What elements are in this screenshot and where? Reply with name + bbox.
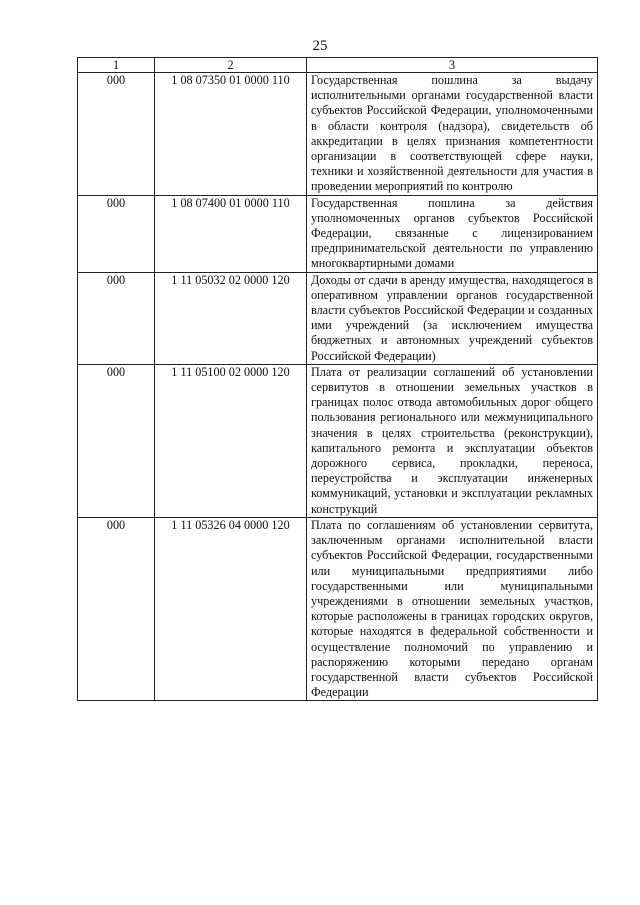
- revenue-codes-table: [77, 57, 598, 701]
- table-row: [78, 195, 598, 272]
- description-cell: Государственная пошлина за выдачу исполнительными органами государственной власти субъектов Российской Федерации, уполномоченными в области контроля (надзора), свидетельств об аккредитации в целях признания компетентности организации в соответствующей сфере науки, техники и хозяйственной деятельности для участия в проведении мероприятий по контролю: [307, 73, 598, 196]
- table-row: [78, 364, 598, 517]
- page-number: 25: [312, 38, 328, 54]
- admin-code-cell: 000: [78, 517, 155, 700]
- kbk-code-cell: 1 08 07400 01 0000 110: [155, 195, 307, 272]
- column-header-2: 2: [155, 58, 307, 73]
- table-body: [78, 73, 598, 701]
- kbk-code-cell: 1 11 05100 02 0000 120: [155, 364, 307, 517]
- table-row: [78, 517, 598, 700]
- header-row: [78, 58, 598, 73]
- kbk-code-cell: 1 08 07350 01 0000 110: [155, 73, 307, 196]
- description-cell: Плата по соглашениям об установлении сервитута, заключенным органами исполнительной власти субъектов Российской Федерации, государственными или муниципальными предприятиями либо государственными или муниципальными учреждениями в отношении земельных участков, которые расположены в границах городских округов, которые находятся в федеральной собственности и осуществление полномочий по управлению и распоряжению которыми передано органам государственной власти субъектов Российской Федерации: [307, 517, 598, 700]
- kbk-code-cell: 1 11 05326 04 0000 120: [155, 517, 307, 700]
- table-row: [78, 73, 598, 196]
- column-header-1: 1: [78, 58, 155, 73]
- admin-code-cell: 000: [78, 195, 155, 272]
- admin-code-cell: 000: [78, 364, 155, 517]
- description-cell: Государственная пошлина за действия уполномоченных органов субъектов Российской Федерации, связанные с лицензированием предпринимательской деятельности по управлению многоквартирными домами: [307, 195, 598, 272]
- description-cell: Доходы от сдачи в аренду имущества, находящегося в оперативном управлении органов государственной власти субъектов Российской Федерации и созданных ими учреждений (за исключением имущества бюджетных и автономных учреждений субъектов Российской Федерации): [307, 272, 598, 364]
- kbk-code-cell: 1 11 05032 02 0000 120: [155, 272, 307, 364]
- column-header-3: 3: [307, 58, 598, 73]
- admin-code-cell: 000: [78, 272, 155, 364]
- admin-code-cell: 000: [78, 73, 155, 196]
- table-row: [78, 272, 598, 364]
- table-header: [78, 58, 598, 73]
- description-cell: Плата от реализации соглашений об установлении сервитутов в отношении земельных участков в границах полос отвода автомобильных дорог общего пользования регионального или межмуниципального значения в целях строительства (реконструкции), капитального ремонта и эксплуатации объектов дорожного сервиса, прокладки, переноса, переустройства и эксплуатации инженерных коммуникаций, установки и эксплуатации рекламных конструкций: [307, 364, 598, 517]
